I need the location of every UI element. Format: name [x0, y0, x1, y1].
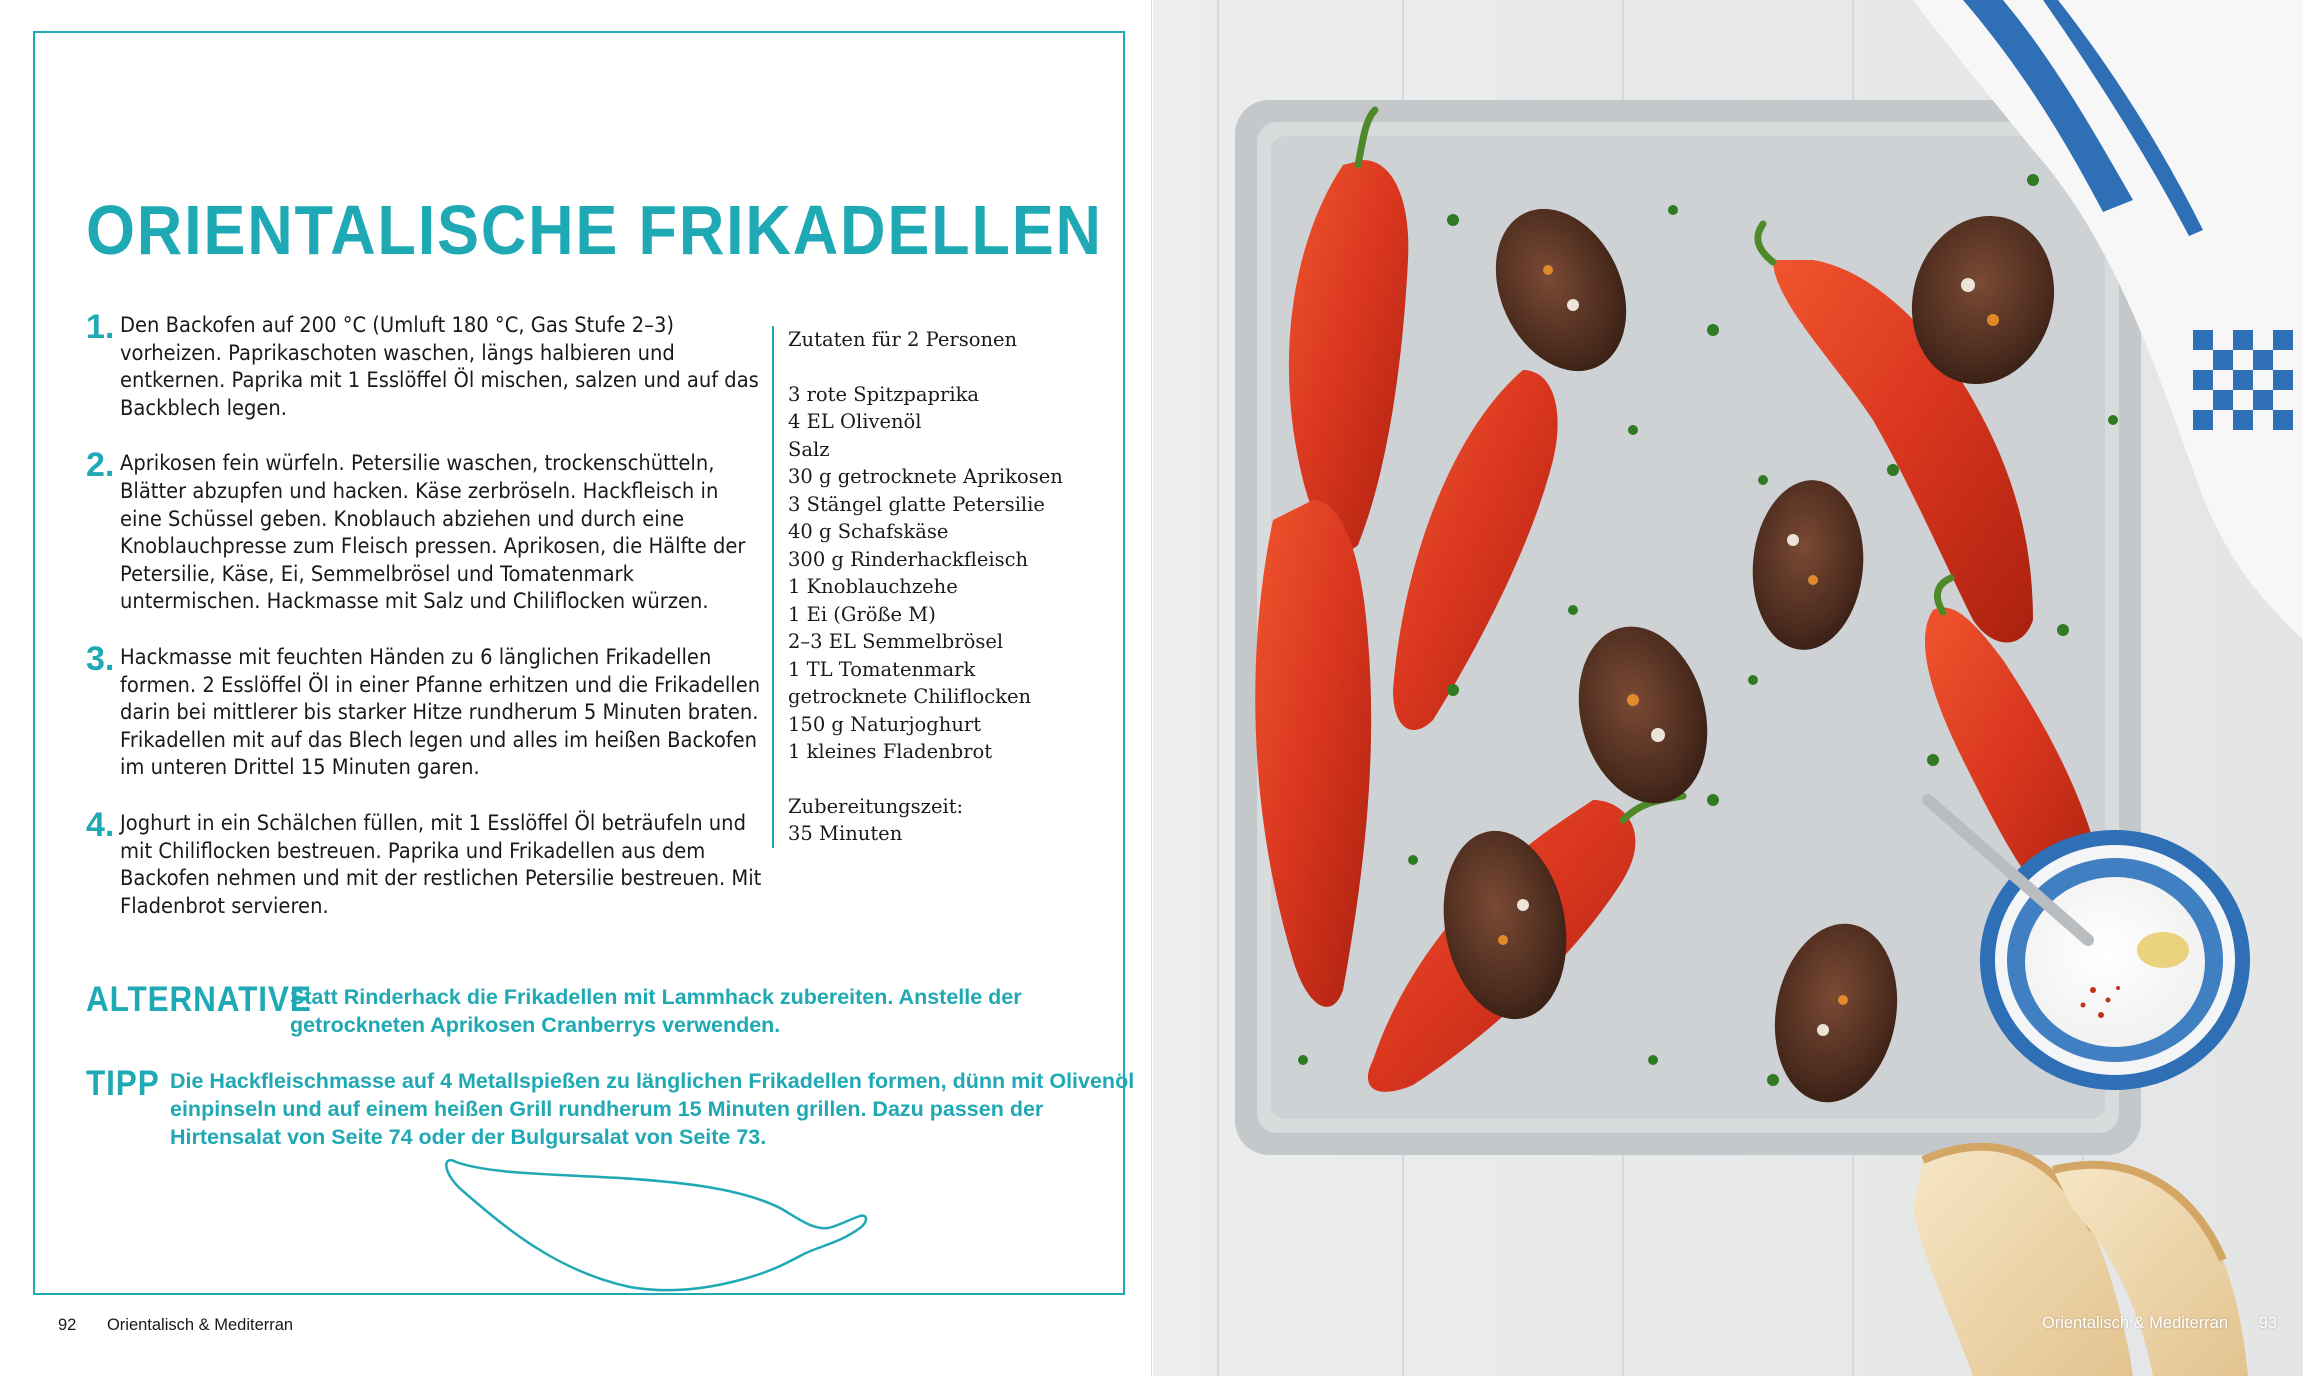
step-4	[86, 805, 762, 920]
ingredient-item: 1 kleines Fladenbrot	[788, 740, 993, 763]
instruction-steps	[86, 308, 762, 948]
chili-pepper-outline-icon	[440, 1152, 880, 1302]
ingredient-item: 1 TL Tomatenmark	[788, 657, 976, 681]
ingredient-item: 1 Ei (Größe M)	[788, 602, 936, 626]
tip-text: Die Hackfleischmasse auf 4 Metallspießen zu länglichen Frikadellen formen, dünn mit Olivenöl einpinseln und auf einem heißen Grill rundherum 15 Minuten grillen. Dazu passen der Hirtensalat von Seite 74 oder der Bulgursalat von Seite 73.	[170, 1069, 1135, 1149]
footer-left	[58, 1316, 293, 1335]
page-number: 93	[2258, 1314, 2277, 1332]
ingredient-item: 3 rote Spitzpaprika	[788, 382, 980, 406]
ingredient-item: getrocknete Chiliflocken	[788, 685, 1032, 708]
page-number: 92	[58, 1316, 77, 1334]
ingredients-column	[772, 326, 1072, 848]
section-name: Orientalisch & Mediterran	[106, 1316, 294, 1334]
step-number: 4.	[86, 805, 115, 844]
step-text: Hackmasse mit feuchten Händen zu 6 länglichen Frikadellen formen. 2 Esslöffel Öl in einer Pfanne erhitzen und die Frikadellen darin bei mittlerer bis starker Hitze rundherum 5 Minuten braten. Frikadellen mit auf das Blech legen und alles im heißen Backofen im unteren Drittel 15 Minuten garen.	[120, 644, 761, 780]
prep-time-label: Zubereitungszeit:	[788, 794, 964, 818]
right-page-photo	[1153, 0, 2303, 1376]
ingredient-item: 40 g Schafskäse	[788, 520, 949, 543]
tip-label: TIPP	[86, 1064, 160, 1103]
step-number: 3.	[86, 639, 115, 678]
alternative-label: ALTERNATIVE	[86, 980, 312, 1019]
prep-time-value: 35 Minuten	[788, 822, 903, 845]
step-text: Joghurt in ein Schälchen füllen, mit 1 Esslöffel Öl beträufeln und mit Chiliflocken bestreuen. Paprika und Frikadellen aus dem Backofen nehmen und mit der restlichen Petersilie bestreuen. Mit Fladenbrot servieren.	[120, 810, 762, 918]
ingredient-item: 3 Stängel glatte Petersilie	[788, 492, 1045, 516]
step-number: 2.	[86, 446, 115, 485]
alternative-text: Statt Rinderhack die Frikadellen mit Lammhack zubereiten. Anstelle der getrockneten Aprikosen Cranberrys verwenden.	[290, 985, 1022, 1037]
footer-right	[2042, 1314, 2277, 1333]
ingredient-item: 150 g Naturjoghurt	[788, 712, 982, 736]
ingredients-heading: Zutaten für 2 Personen	[788, 328, 1018, 351]
step-3	[86, 639, 762, 782]
ingredients-list	[788, 381, 1072, 766]
food-photo	[1153, 0, 2303, 1376]
ingredient-item: 30 g getrocknete Aprikosen	[788, 465, 1063, 488]
step-1	[86, 308, 762, 422]
ingredient-item: Salz	[788, 437, 830, 461]
ingredient-item: 1 Knoblauchzehe	[788, 575, 958, 598]
ingredient-item: 4 EL Olivenöl	[788, 410, 922, 433]
section-name: Orientalisch & Mediterran	[2041, 1314, 2229, 1332]
step-number: 1.	[86, 308, 115, 346]
step-text: Den Backofen auf 200 °C (Umluft 180 °C, Gas Stufe 2–3) vorheizen. Paprikaschoten waschen, längs halbieren und entkernen. Paprika mit 1 Esslöffel Öl mischen, salzen und auf das Backblech legen.	[120, 313, 759, 420]
ingredient-item: 300 g Rinderhackfleisch	[788, 547, 1029, 571]
step-text: Aprikosen fein würfeln. Petersilie waschen, trockenschütteln, Blätter abzupfen und hacken. Käse zerbröseln. Hackfleisch in eine Schüssel geben. Knoblauch abziehen und durch eine Knoblauchpresse zum Fleisch pressen. Aprikosen, die Hälfte der Petersilie, Käse, Ei, Semmelbrösel und Tomatenmark untermischen. Hackmasse mit Salz und Chiliflocken würzen.	[120, 451, 746, 614]
recipe-title: ORIENTALISCHE FRIKADELLEN	[86, 191, 1103, 269]
ingredient-item: 2–3 EL Semmelbrösel	[788, 630, 1004, 653]
step-2	[86, 446, 762, 616]
